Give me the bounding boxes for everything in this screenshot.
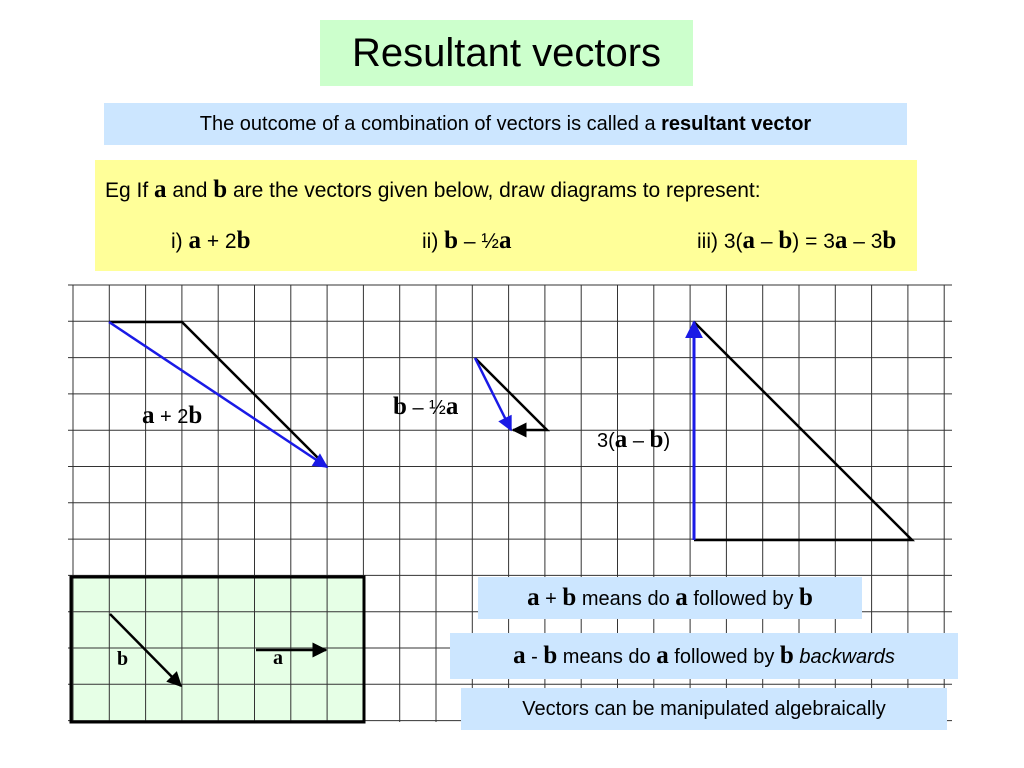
example-part-1: i) a + 2b <box>171 227 251 254</box>
label-vector-b: b <box>117 648 129 670</box>
label-b-minus-half-a: b – ½a <box>393 393 459 420</box>
definition-bold: resultant vector <box>661 113 812 135</box>
example-part-2: ii) b – ½a <box>422 227 512 254</box>
label-three-a-minus-b: 3(a – b) <box>597 426 671 453</box>
example-intro: Eg If a and b are the vectors given below, draw diagrams to represent: <box>105 176 761 203</box>
rule-a-minus-b: a - b means do a followed by b backwards <box>450 633 958 679</box>
rule-a-plus-b: a + b means do a followed by b <box>478 577 862 619</box>
rule-algebraic: Vectors can be manipulated algebraically <box>461 688 947 730</box>
label-vector-a: a <box>273 647 283 669</box>
label-a-plus-2b: a + 2b <box>142 402 203 429</box>
example-part-3: iii) 3(a – b) = 3a – 3b <box>697 227 897 254</box>
page-title: Resultant vectors <box>320 20 693 86</box>
definition-text: The outcome of a combination of vectors is called a <box>199 113 662 135</box>
